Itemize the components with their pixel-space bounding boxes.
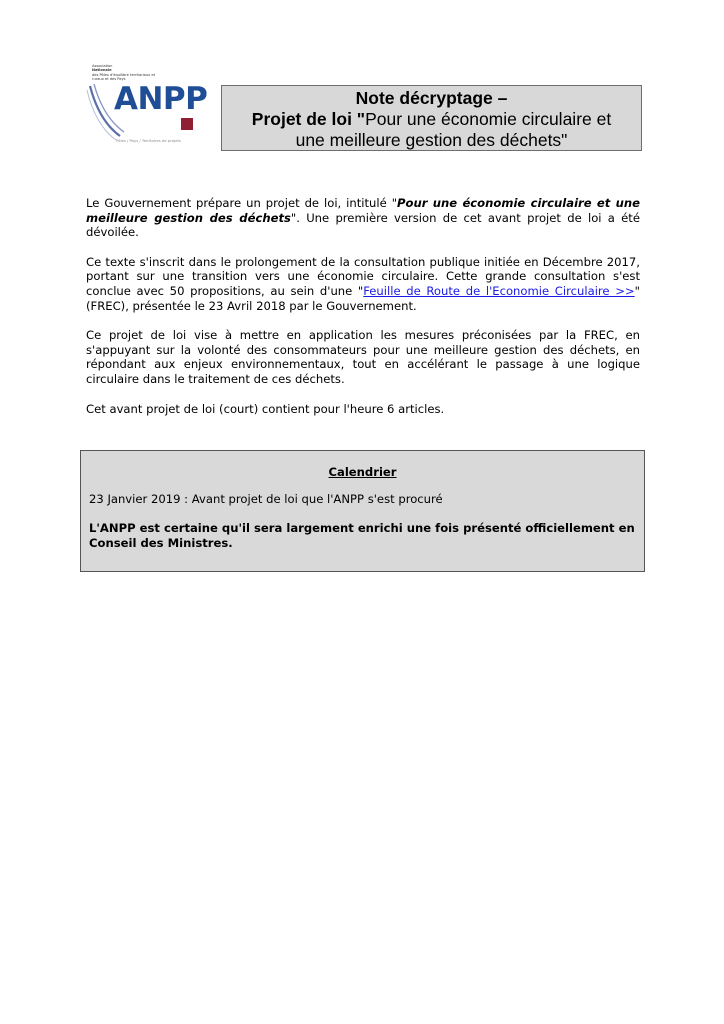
frec-link[interactable]: Feuille de Route de l'Economie Circulaire >> — [363, 283, 635, 298]
paragraph-aim: Ce projet de loi vise à mettre en application les mesures préconisées par la FREC, en s'appuyant sur la volonté des consommateurs pour une meilleure gestion des déchets, en répondant aux enjeux environnementaux, tout en accélérant le passage à une logique circulaire dans le traitement de ces déchets. — [86, 328, 640, 386]
calendar-box — [80, 450, 645, 572]
paragraph-articles: Cet avant projet de loi (court) contient pour l'heure 6 articles. — [86, 401, 445, 416]
title-line-3: une meilleure gestion des déchets" — [295, 130, 568, 150]
logo-square-icon — [181, 118, 193, 130]
logo-association-text: Association Nationale des Pôles d'équilibre territoriaux et ruraux et des Pays — [92, 64, 155, 82]
paragraph-intro: Le Gouvernement prépare un projet de loi, intitulé "Pour une économie circulaire et une meilleure gestion des déchets". Une première version de cet avant projet de loi a été dévoilée. — [86, 196, 640, 240]
anpp-logo — [86, 64, 208, 150]
calendar-entry: 23 Janvier 2019 : Avant projet de loi que l'ANPP s'est procuré — [89, 491, 443, 506]
body-text — [86, 196, 640, 431]
calendar-note: L'ANPP est certaine qu'il sera largement enrichi une fois présenté officiellement en Conseil des Ministres. — [89, 521, 635, 550]
title-line-1: Note décryptage – — [355, 88, 508, 108]
title-box — [221, 85, 642, 151]
logo-wordmark: ANPP — [114, 81, 208, 117]
logo-tagline: Pôles / Pays / Territoires de projets — [116, 138, 181, 143]
title-line-2: Projet de loi "Pour une économie circulaire et — [251, 109, 612, 129]
paragraph-context: Ce texte s'inscrit dans le prolongement de la consultation publique initiée en Décembre 2017, portant sur une transition vers une économie circulaire. Cette grande consultation s'est conclue avec 50 propositions, au sein d'une "Feuille de Route de l'Economie Circulaire >>" (FREC), présentée le 23 Avril 2018 par le Gouvernement. — [86, 254, 640, 313]
calendar-title: Calendrier — [328, 465, 397, 479]
